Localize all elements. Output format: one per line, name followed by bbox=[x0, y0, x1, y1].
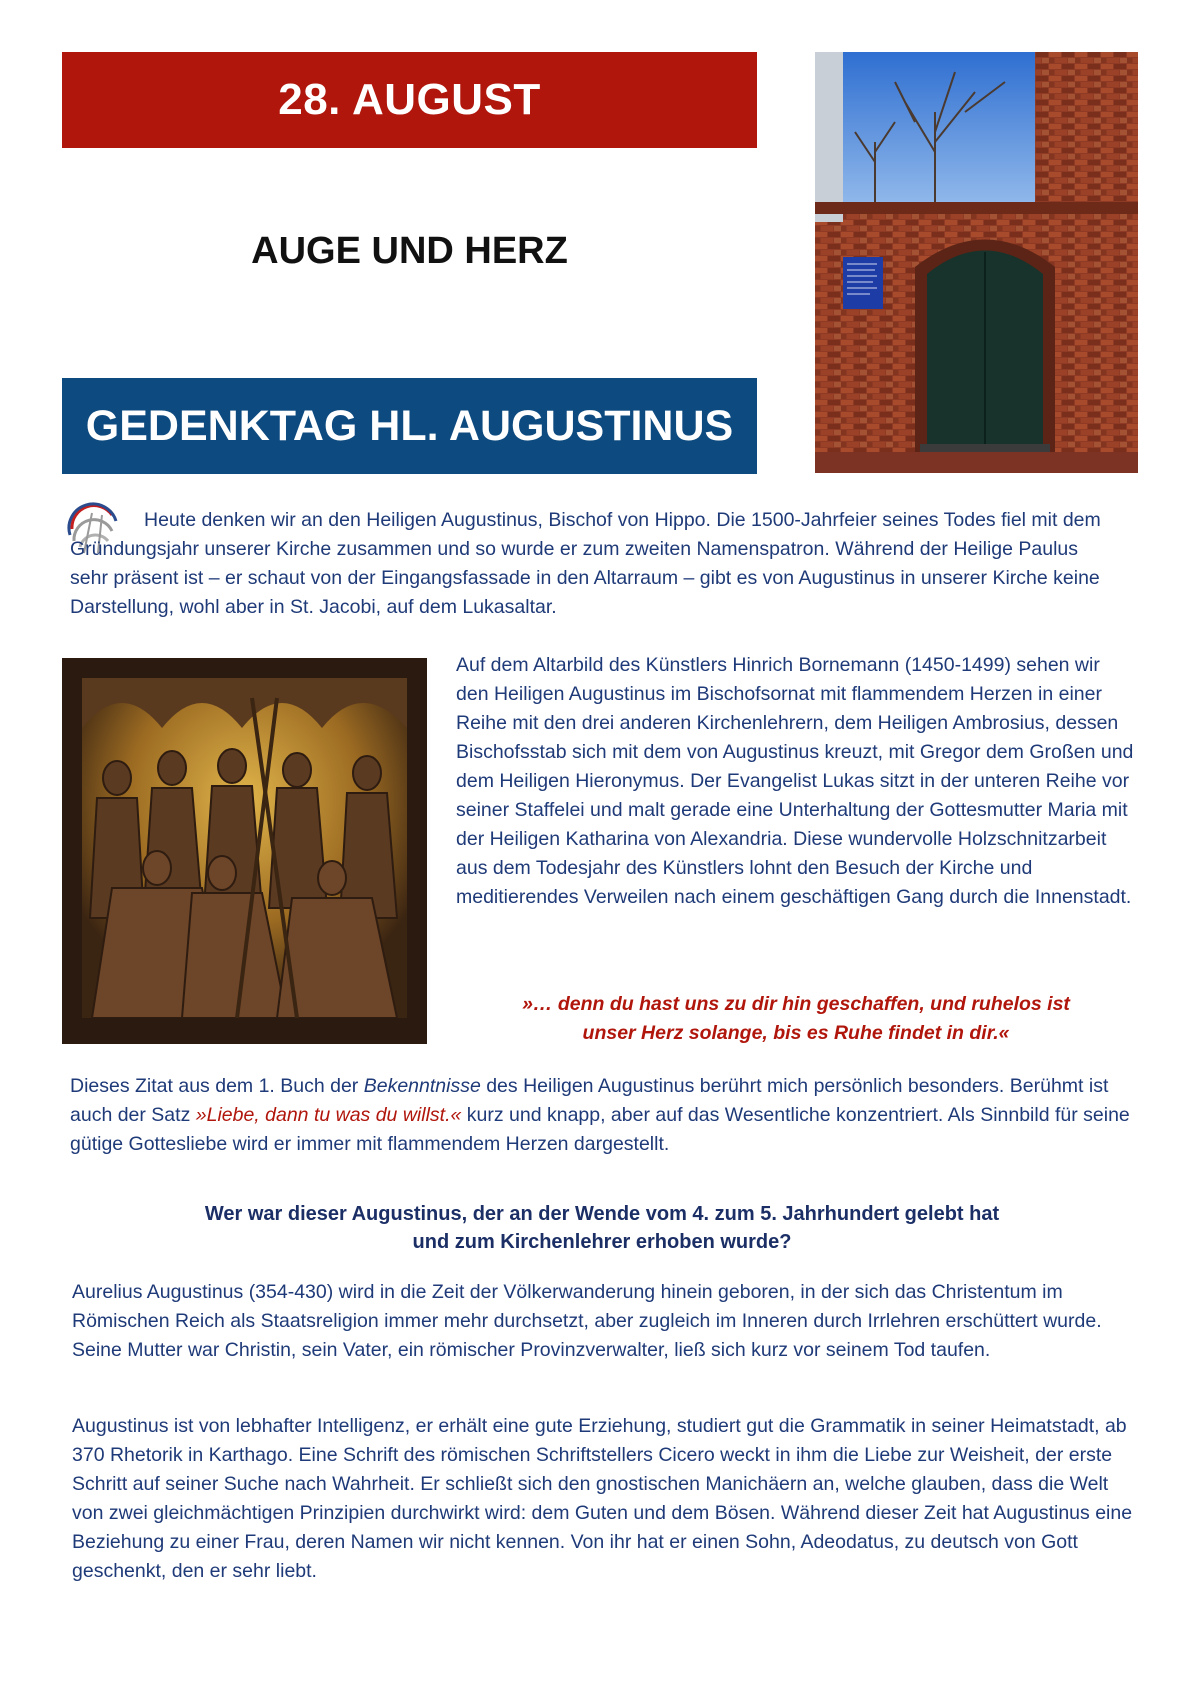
section-question-heading bbox=[62, 1200, 1142, 1256]
bek-text-1: Dieses Zitat aus dem 1. Buch der bbox=[70, 1075, 364, 1097]
question-line-2: und zum Kirchenlehrer erhoben wurde? bbox=[412, 1231, 792, 1253]
bek-love-quote: »Liebe, dann tu was du willst.« bbox=[195, 1104, 462, 1126]
quote-line-1: »… denn du hast uns zu dir hin geschaffen, und ruhelos ist bbox=[522, 993, 1070, 1015]
date-banner: 28. AUGUST bbox=[62, 52, 757, 148]
page-subtitle: AUGE UND HERZ bbox=[251, 230, 568, 272]
confessions-quote bbox=[456, 990, 1136, 1048]
quote-line-2: unser Herz solange, bis es Ruhe findet in dir.« bbox=[582, 1022, 1010, 1044]
biography-paragraph-1: Aurelius Augustinus (354-430) wird in die Zeit der Völkerwanderung hinein geboren, in der sich das Christentum im Römischen Reich als Staatsreligion immer mehr durchsetzt, aber zugleich im Inneren durch Irrlehren erschüttert wurde. Seine Mutter war Christin, sein Vater, ein römischer Provinzverwalter, ließ sich kurz vor seinem Tod taufen. bbox=[72, 1281, 1102, 1361]
altar-description: Auf dem Altarbild des Künstlers Hinrich Bornemann (1450-1499) sehen wir den Heiligen Augustinus im Bischofsornat mit flammendem Herzen in einer Reihe mit den drei anderen Kirchenlehrern, dem Heiligen Ambrosius, dessen Bischofsstab sich mit dem von Augustinus kreuzt, mit Gregor dem Großen und dem Heiligen Hieronymus. Der Evangelist Lukas sitzt in der unteren Reihe vor seiner Staffelei und malt gerade eine Unterhaltung der Gottesmutter Maria mit der Heiligen Katharina von Alexandria. Diese wundervolle Holzschnitzarbeit aus dem Todesjahr des Künstlers lohnt den Besuch der Kirche und meditierendes Verweilen nach einem geschäftigen Gang durch die Innenstadt. bbox=[456, 654, 1134, 908]
bekenntnisse-paragraph bbox=[70, 1072, 1130, 1159]
lukasaltar-carving-photo bbox=[62, 658, 427, 1044]
bek-book-title: Bekenntnisse bbox=[363, 1075, 481, 1097]
bek-text-2: des Heiligen Augustinus berührt mich persönlich besonders. Berühmt ist auch der Satz bbox=[70, 1075, 1109, 1126]
bek-text-3: kurz und knapp, aber auf das Wesentliche konzentriert. Als Sinnbild für seine gütige Gottesliebe wird er immer mit flammendem Herzen dargestellt. bbox=[70, 1104, 1130, 1155]
church-door-photo bbox=[815, 52, 1138, 473]
intro-paragraph: Heute denken wir an den Heiligen Augustinus, Bischof von Hippo. Die 1500-Jahrfeier seines Todes fiel mit dem Gründungsjahr unserer Kirche zusammen und so wurde er zum zweiten Namenspatron. Während der Heilige Paulus sehr präsent ist – er schaut von der Eingangsfassade in den Altarraum – gibt es von Augustinus in unserer Kirche keine Darstellung, wohl aber in St. Jacobi, auf dem Lukasaltar. bbox=[70, 509, 1101, 618]
feast-banner: GEDENKTAG HL. AUGUSTINUS bbox=[62, 378, 757, 474]
question-line-1: Wer war dieser Augustinus, der an der Wende vom 4. zum 5. Jahrhundert gelebt hat bbox=[204, 1203, 1000, 1225]
biography-paragraph-2: Augustinus ist von lebhafter Intelligenz, er erhält eine gute Erziehung, studiert gut die Grammatik in seiner Heimatstadt, ab 370 Rhetorik in Karthago. Eine Schrift des römischen Schriftstellers Cicero weckt in ihm die Liebe zur Weisheit, der erste Schritt auf seiner Suche nach Wahrheit. Er schließt sich den gnostischen Manichäern an, welche glauben, dass die Welt von zwei gleichmächtigen Prinzipien durchwirkt wird: dem Guten und dem Bösen. Während dieser Zeit hat Augustinus eine Beziehung zu einer Frau, deren Namen wir nicht kennen. Von ihr hat er einen Sohn, Adeodatus, zu deutsch von Gott geschenkt, den er sehr liebt. bbox=[72, 1415, 1133, 1582]
